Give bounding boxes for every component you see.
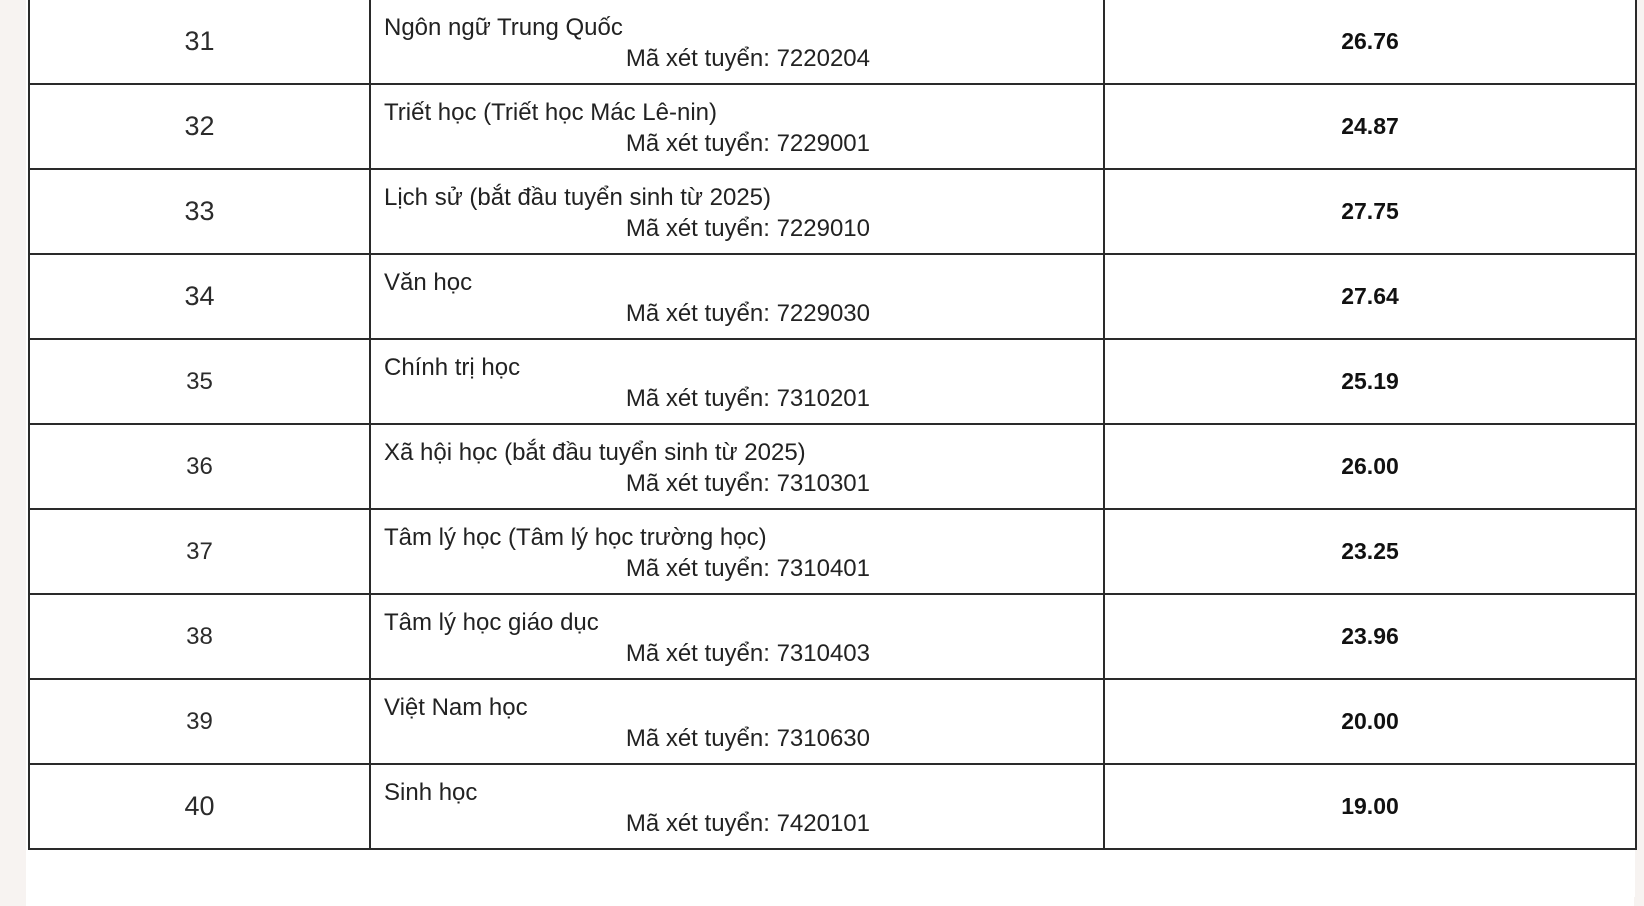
major-name: Sinh học (384, 779, 478, 806)
major-name: Lịch sử (bắt đầu tuyển sinh từ 2025) (384, 184, 772, 211)
cutoff-score: 24.87 (1104, 84, 1636, 169)
cutoff-score: 23.96 (1104, 594, 1636, 679)
table-row (29, 339, 1636, 424)
major-cell (370, 84, 1104, 169)
table-row (29, 594, 1636, 679)
major-cell (370, 339, 1104, 424)
admission-code: Mã xét tuyển: 7310201 (625, 385, 870, 412)
document-sheet (28, 0, 1635, 897)
admission-code: Mã xét tuyển: 7310403 (625, 640, 870, 667)
cutoff-score: 25.19 (1104, 339, 1636, 424)
cutoff-score: 27.64 (1104, 254, 1636, 339)
major-cell (370, 0, 1104, 84)
admission-code: Mã xét tuyển: 7310630 (625, 725, 870, 752)
admission-code: Mã xét tuyển: 7229030 (625, 300, 870, 327)
table-row (29, 0, 1636, 84)
major-name: Văn học (384, 269, 473, 296)
admission-code: Mã xét tuyển: 7229010 (625, 215, 870, 242)
major-name: Xã hội học (bắt đầu tuyển sinh từ 2025) (384, 439, 806, 466)
major-cell (370, 254, 1104, 339)
table-body (29, 0, 1636, 849)
major-cell (370, 679, 1104, 764)
major-cell (370, 509, 1104, 594)
major-cell (370, 764, 1104, 849)
row-number: 39 (29, 679, 370, 764)
cutoff-score: 26.76 (1104, 0, 1636, 84)
admission-code: Mã xét tuyển: 7420101 (625, 810, 870, 837)
cutoff-score: 19.00 (1104, 764, 1636, 849)
row-number: 40 (29, 764, 370, 849)
table-row (29, 764, 1636, 849)
major-name: Tâm lý học (Tâm lý học trường học) (384, 524, 767, 551)
admission-code: Mã xét tuyển: 7229001 (625, 130, 870, 157)
cutoff-score: 20.00 (1104, 679, 1636, 764)
admission-code: Mã xét tuyển: 7220204 (625, 45, 870, 72)
admission-code: Mã xét tuyển: 7310401 (625, 555, 870, 582)
row-number: 34 (29, 254, 370, 339)
cutoff-score: 23.25 (1104, 509, 1636, 594)
row-number: 36 (29, 424, 370, 509)
admission-code: Mã xét tuyển: 7310301 (625, 470, 870, 497)
major-name: Ngôn ngữ Trung Quốc (384, 14, 623, 41)
page-margin-left (0, 0, 26, 906)
table-row (29, 84, 1636, 169)
table-row (29, 509, 1636, 594)
table-row (29, 254, 1636, 339)
admission-score-table (28, 0, 1637, 850)
row-number: 32 (29, 84, 370, 169)
table-row (29, 424, 1636, 509)
major-name: Chính trị học (384, 354, 521, 381)
row-number: 38 (29, 594, 370, 679)
major-name: Việt Nam học (384, 694, 528, 721)
major-cell (370, 594, 1104, 679)
major-name: Tâm lý học giáo dục (384, 609, 599, 636)
major-cell (370, 424, 1104, 509)
row-number: 33 (29, 169, 370, 254)
row-number: 37 (29, 509, 370, 594)
table-row (29, 169, 1636, 254)
major-name: Triết học (Triết học Mác Lê-nin) (384, 99, 717, 126)
cutoff-score: 26.00 (1104, 424, 1636, 509)
table-row (29, 679, 1636, 764)
row-number: 35 (29, 339, 370, 424)
row-number: 31 (29, 0, 370, 84)
major-cell (370, 169, 1104, 254)
cutoff-score: 27.75 (1104, 169, 1636, 254)
